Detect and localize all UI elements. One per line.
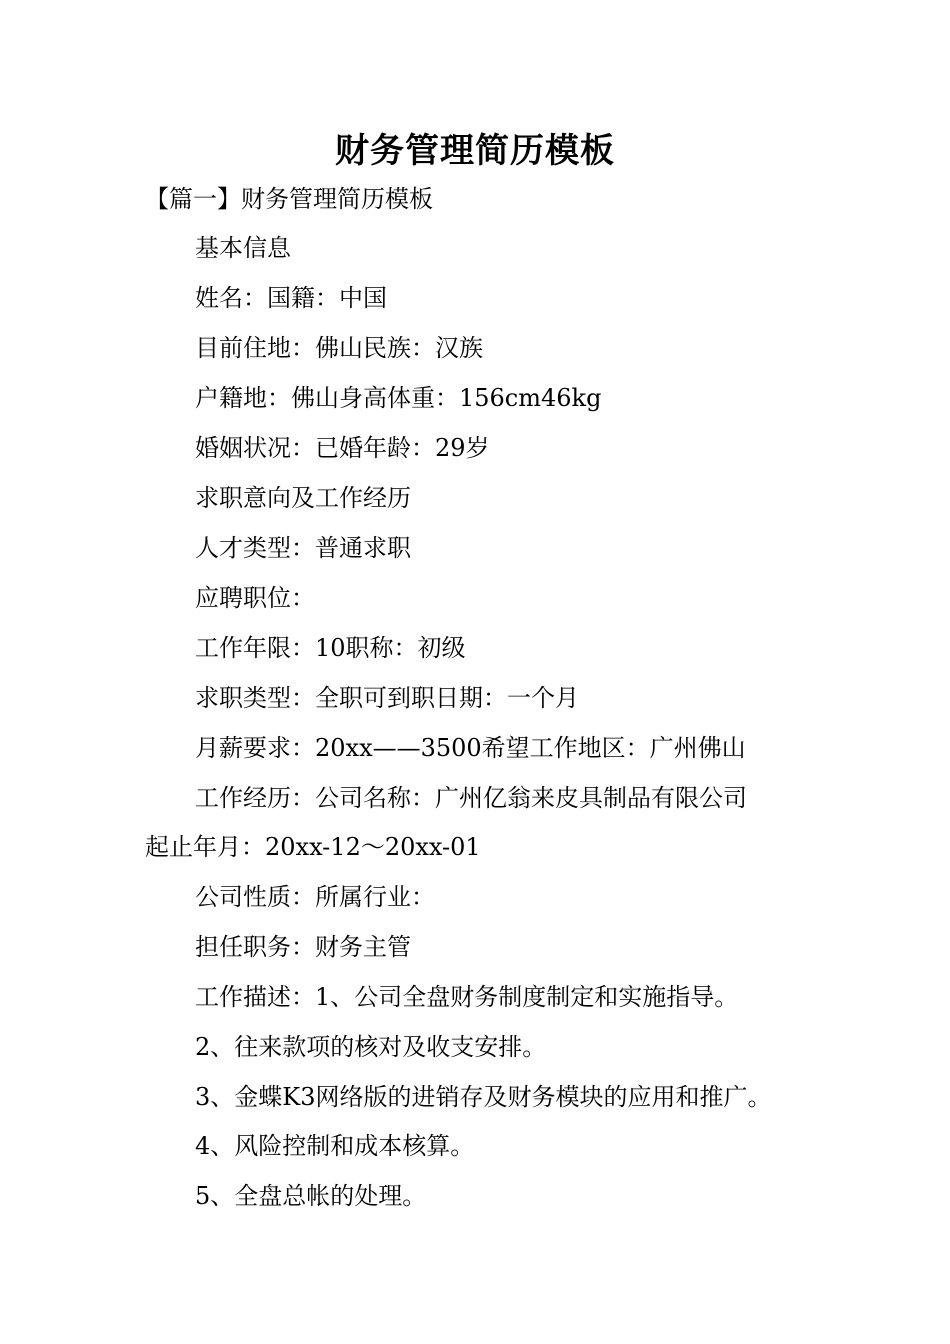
paragraph-employment-period: 起止年月：20xx-12～20xx-01 <box>145 833 481 861</box>
paragraph-salary-location: 月薪要求：20xx——3500希望工作地区：广州佛山 <box>195 734 746 762</box>
paragraph-position-applied: 应聘职位： <box>195 584 315 612</box>
paragraph-job-description-4: 4、风险控制和成本核算。 <box>195 1132 475 1160</box>
paragraph-household-height-weight: 户籍地：佛山身高体重：156cm46kg <box>195 384 602 412</box>
paragraph-talent-type: 人才类型：普通求职 <box>195 534 411 562</box>
paragraph-job-description-2: 2、往来款项的核对及收支安排。 <box>195 1033 547 1061</box>
paragraph-job-intention-heading: 求职意向及工作经历 <box>195 484 411 512</box>
document-title: 财务管理简历模板 <box>335 131 615 171</box>
paragraph-company-nature-industry: 公司性质：所属行业： <box>195 883 435 911</box>
paragraph-residence-ethnicity: 目前住地：佛山民族：汉族 <box>195 334 483 362</box>
paragraph-job-type-start-date: 求职类型：全职可到职日期：一个月 <box>195 684 579 712</box>
paragraph-work-experience-company: 工作经历：公司名称：广州亿翁来皮具制品有限公司 <box>195 784 747 812</box>
section-heading: 【篇一】财务管理简历模板 <box>145 185 433 213</box>
paragraph-work-years-title: 工作年限：10职称：初级 <box>195 634 466 662</box>
paragraph-job-description-1: 工作描述：1、公司全盘财务制度制定和实施指导。 <box>195 983 739 1011</box>
paragraph-position-held: 担任职务：财务主管 <box>195 933 411 961</box>
paragraph-job-description-3: 3、金蝶K3网络版的进销存及财务模块的应用和推广。 <box>195 1083 772 1111</box>
paragraph-basic-info: 基本信息 <box>195 234 291 262</box>
paragraph-name-nationality: 姓名：国籍：中国 <box>195 284 387 312</box>
paragraph-marital-age: 婚姻状况：已婚年龄：29岁 <box>195 434 490 462</box>
paragraph-job-description-5: 5、全盘总帐的处理。 <box>195 1182 427 1210</box>
